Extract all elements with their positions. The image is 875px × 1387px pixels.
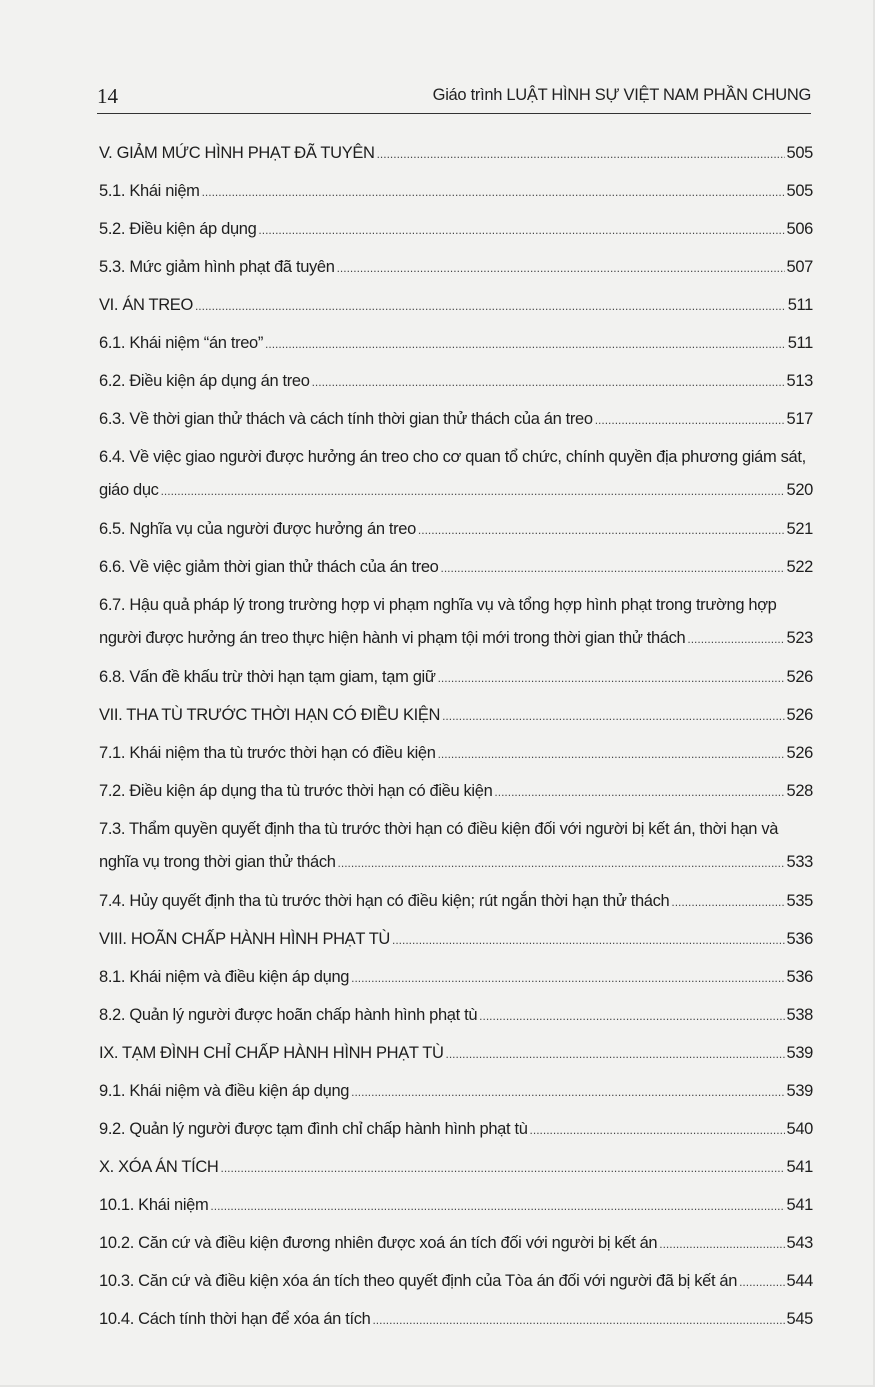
toc-entry-title: 5.1. Khái niệm <box>99 182 200 200</box>
toc-entry-page: 535 <box>786 892 813 910</box>
dot-leader <box>494 777 784 808</box>
toc-entry-page: 513 <box>786 372 813 390</box>
toc-entry-title: VI. ÁN TREO <box>99 296 193 314</box>
toc-entry[interactable] <box>99 404 813 442</box>
toc-entry-title: 10.3. Căn cứ và điều kiện xóa án tích theo quyết định của Tòa án đối với người đã bị kết án <box>99 1272 738 1290</box>
toc-entry[interactable] <box>99 1266 813 1304</box>
toc-entry-page: 541 <box>786 1158 813 1176</box>
toc-entry[interactable] <box>99 1228 813 1266</box>
toc-entry-page: 545 <box>786 1310 813 1328</box>
toc-entry-page: 505 <box>786 182 813 200</box>
toc-entry[interactable] <box>99 1000 813 1038</box>
toc-entry[interactable] <box>99 176 813 214</box>
toc-entry-title: VIII. HOÃN CHẤP HÀNH HÌNH PHẠT TÙ <box>99 930 391 948</box>
toc-entry[interactable] <box>99 366 813 404</box>
dot-leader <box>687 624 784 655</box>
toc-entry-page: 526 <box>786 706 813 724</box>
dot-leader <box>438 663 785 694</box>
dot-leader <box>438 739 785 770</box>
toc-entry[interactable] <box>99 1114 813 1152</box>
toc-entry-title: nghĩa vụ trong thời gian thử thách <box>99 853 336 871</box>
toc-entry[interactable] <box>99 1076 813 1114</box>
toc-entry-title: 10.1. Khái niệm <box>99 1196 209 1214</box>
toc-entry-page: 528 <box>786 782 813 800</box>
toc-entry[interactable] <box>99 442 813 514</box>
dot-leader <box>372 1305 784 1336</box>
dot-leader <box>195 291 786 322</box>
dot-leader <box>377 139 785 170</box>
toc-entry-page: 539 <box>786 1082 813 1100</box>
toc-entry-title: IX. TẠM ĐÌNH CHỈ CHẤP HÀNH HÌNH PHẠT TÙ <box>99 1044 444 1062</box>
dot-leader <box>351 963 784 994</box>
toc-entry[interactable] <box>99 514 813 552</box>
page-number: 14 <box>97 84 118 108</box>
toc-entry-title: 10.2. Căn cứ và điều kiện đương nhiên được xoá án tích đối với người bị kết án <box>99 1234 658 1252</box>
toc-entry-page: 506 <box>786 220 813 238</box>
toc-entry[interactable] <box>99 814 813 886</box>
toc-entry[interactable] <box>99 924 813 962</box>
toc-entry-page: 505 <box>786 144 813 162</box>
dot-leader <box>442 701 784 732</box>
toc-entry[interactable] <box>99 962 813 1000</box>
dot-leader <box>265 329 786 360</box>
toc-entry[interactable] <box>99 328 813 366</box>
dot-leader <box>530 1115 785 1146</box>
dot-leader <box>210 1191 784 1222</box>
toc-entry-page: 517 <box>786 410 813 428</box>
dot-leader <box>258 215 784 246</box>
toc-entry-page: 520 <box>786 481 813 499</box>
toc-entry-title: 8.2. Quản lý người được hoãn chấp hành hình phạt tù <box>99 1006 478 1024</box>
toc-entry[interactable] <box>99 1304 813 1342</box>
toc-entry-page: 536 <box>786 968 813 986</box>
toc-entry-title: 6.3. Về thời gian thử thách và cách tính thời gian thử thách của án treo <box>99 410 593 428</box>
toc-entry-title: 6.6. Về việc giảm thời gian thử thách của án treo <box>99 558 439 576</box>
dot-leader <box>739 1267 784 1298</box>
toc-entry[interactable] <box>99 886 813 924</box>
toc-entry-title-line1: 6.7. Hậu quả pháp lý trong trường hợp vi phạm nghĩa vụ và tổng hợp hình phạt trong trường hợp <box>99 596 777 614</box>
dot-leader <box>351 1077 784 1108</box>
dot-leader <box>202 177 785 208</box>
toc-entry-page: 539 <box>786 1044 813 1062</box>
toc-entry[interactable] <box>99 552 813 590</box>
toc-entry[interactable] <box>99 590 813 662</box>
toc-entry-title: 5.3. Mức giảm hình phạt đã tuyên <box>99 258 335 276</box>
toc-entry-title: người được hưởng án treo thực hiện hành vi phạm tội mới trong thời gian thử thách <box>99 629 686 647</box>
toc-entry-page: 541 <box>786 1196 813 1214</box>
toc-entry-title-line1: 7.3. Thẩm quyền quyết định tha tù trước thời hạn có điều kiện đối với người bị kết án, thời hạn và <box>99 820 779 838</box>
toc-entry-page: 526 <box>786 668 813 686</box>
toc-entry-title: 8.1. Khái niệm và điều kiện áp dụng <box>99 968 350 986</box>
toc-entry-title: 6.1. Khái niệm “án treo” <box>99 334 264 352</box>
dot-leader <box>671 887 784 918</box>
toc-entry-page: 538 <box>786 1006 813 1024</box>
dot-leader <box>659 1229 784 1260</box>
running-header <box>97 84 811 110</box>
dot-leader <box>595 405 785 436</box>
dot-leader <box>338 848 785 879</box>
dot-leader <box>441 553 785 584</box>
toc-entry-title: 9.2. Quản lý người được tạm đình chỉ chấp hành hình phạt tù <box>99 1120 528 1138</box>
toc-entry[interactable] <box>99 1152 813 1190</box>
toc-entry-page: 526 <box>786 744 813 762</box>
toc-entry-title: 6.8. Vấn đề khấu trừ thời hạn tạm giam, tạm giữ <box>99 668 436 686</box>
toc-entry-title: VII. THA TÙ TRƯỚC THỜI HẠN CÓ ĐIỀU KIỆN <box>99 706 441 724</box>
dot-leader <box>446 1039 785 1070</box>
toc-entry[interactable] <box>99 214 813 252</box>
dot-leader <box>161 476 785 507</box>
toc-entry[interactable] <box>99 662 813 700</box>
dot-leader <box>221 1153 785 1184</box>
toc-entry-page: 511 <box>787 296 813 314</box>
toc-entry-title: 7.4. Hủy quyết định tha tù trước thời hạn có điều kiện; rút ngắn thời hạn thử thách <box>99 892 670 910</box>
toc-entry-page: 521 <box>786 520 813 538</box>
toc-entry-page: 511 <box>787 334 813 352</box>
toc-entry[interactable] <box>99 776 813 814</box>
toc-entry-page: 536 <box>786 930 813 948</box>
dot-leader <box>418 515 785 546</box>
dot-leader <box>337 253 785 284</box>
toc-entry-page: 533 <box>786 853 813 871</box>
toc-entry-page: 507 <box>786 258 813 276</box>
toc-entry[interactable] <box>99 290 813 328</box>
toc-entry-title: X. XÓA ÁN TÍCH <box>99 1158 219 1176</box>
toc-entry-title: 7.2. Điều kiện áp dụng tha tù trước thời hạn có điều kiện <box>99 782 493 800</box>
toc-entry-title: V. GIẢM MỨC HÌNH PHẠT ĐÃ TUYÊN <box>99 144 375 162</box>
table-of-contents <box>99 138 813 1342</box>
toc-entry[interactable] <box>99 1038 813 1076</box>
dot-leader <box>479 1001 784 1032</box>
toc-entry[interactable] <box>99 738 813 776</box>
toc-entry-title: 9.1. Khái niệm và điều kiện áp dụng <box>99 1082 350 1100</box>
toc-entry-page: 544 <box>786 1272 813 1290</box>
toc-entry[interactable] <box>99 252 813 290</box>
dot-leader <box>392 925 785 956</box>
dot-leader <box>312 367 785 398</box>
toc-entry[interactable] <box>99 138 813 176</box>
toc-entry-title: 10.4. Cách tính thời hạn để xóa án tích <box>99 1310 371 1328</box>
toc-entry-title-line1: 6.4. Về việc giao người được hưởng án treo cho cơ quan tổ chức, chính quyền địa phương giám sát, <box>99 448 806 466</box>
toc-entry[interactable] <box>99 1190 813 1228</box>
toc-entry-title: 6.5. Nghĩa vụ của người được hưởng án treo <box>99 520 416 538</box>
book-title: Giáo trình LUẬT HÌNH SỰ VIỆT NAM PHẦN CHUNG <box>432 86 811 104</box>
toc-entry[interactable] <box>99 700 813 738</box>
toc-entry-title: 7.1. Khái niệm tha tù trước thời hạn có điều kiện <box>99 744 436 762</box>
toc-entry-title: 6.2. Điều kiện áp dụng án treo <box>99 372 310 390</box>
header-rule <box>97 113 811 114</box>
toc-entry-page: 522 <box>786 558 813 576</box>
toc-entry-page: 523 <box>786 629 813 647</box>
toc-entry-title: 5.2. Điều kiện áp dụng <box>99 220 257 238</box>
toc-entry-page: 543 <box>786 1234 813 1252</box>
toc-entry-page: 540 <box>786 1120 813 1138</box>
toc-entry-title: giáo dục <box>99 481 159 499</box>
